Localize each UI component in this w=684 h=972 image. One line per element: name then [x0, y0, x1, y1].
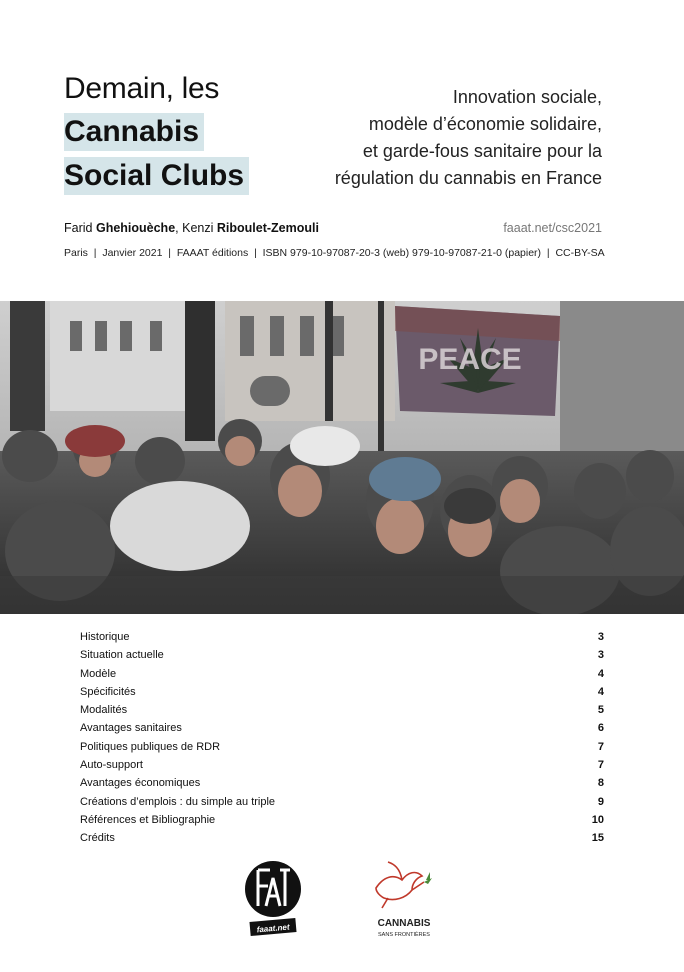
toc-label: Politiques publiques de RDR: [80, 740, 221, 753]
faaat-logo: [244, 858, 302, 938]
toc-label: Situation actuelle: [80, 649, 164, 662]
toc-page: 3: [597, 649, 604, 662]
toc-label: Avantages économiques: [80, 777, 201, 790]
csf-logo-line2: SANS FRONTIÈRES: [378, 932, 430, 938]
toc-page: 15: [591, 832, 604, 845]
subtitle-line-3: et garde-fous sanitaire pour la: [362, 141, 602, 161]
toc-row[interactable]: [80, 774, 604, 792]
toc-row[interactable]: [80, 665, 604, 683]
subtitle-line-1: Innovation sociale,: [452, 87, 602, 107]
toc-page: 9: [597, 795, 604, 808]
toc-page: 4: [597, 685, 604, 698]
toc-label: Références et Bibliographie: [80, 813, 216, 826]
toc-row[interactable]: [80, 793, 604, 811]
toc-label: Historique: [80, 631, 130, 643]
toc-page: 7: [597, 759, 604, 772]
csf-logo-line1: CANNABIS: [377, 918, 431, 929]
title-line-1: Demain, les: [64, 72, 220, 105]
author-separator: ,: [175, 221, 179, 235]
toc-page: 7: [597, 740, 604, 753]
toc-row[interactable]: [80, 628, 604, 646]
toc-row[interactable]: [80, 829, 604, 847]
publication-meta: Paris | Janvier 2021 | FAAAT éditions | ISBN 979-10-97087-20-3 (web) 979-10-97087-21-0 (papier) | CC-BY-SA: [64, 247, 605, 259]
website-url[interactable]: faaat.net/csc2021: [503, 221, 602, 235]
author2-first: Kenzi: [182, 221, 214, 235]
subtitle-line-2: modèle d’économie solidaire,: [368, 114, 602, 134]
toc-page: 8: [597, 777, 604, 790]
toc-page: 5: [597, 704, 604, 717]
toc-row[interactable]: [80, 646, 604, 664]
toc-page: 6: [597, 722, 604, 735]
cover-photo-illustration: [0, 301, 684, 614]
toc-row[interactable]: [80, 701, 604, 719]
dove-icon: [366, 858, 442, 940]
authors: [64, 221, 319, 235]
toc-label: Créations d’emplois : du simple au triple: [80, 795, 276, 808]
cover-photo: [0, 301, 684, 614]
title-line-3: Social Clubs: [64, 157, 249, 195]
author1-last: Ghehiouèche: [95, 221, 176, 235]
table-of-contents: [80, 628, 604, 848]
toc-label: Avantages sanitaires: [80, 722, 182, 735]
toc-page: 3: [597, 631, 604, 643]
faaat-logo-text: faaat.net: [256, 922, 290, 935]
toc-row[interactable]: [80, 719, 604, 737]
toc-label: Modalités: [80, 704, 128, 717]
toc-page: 4: [597, 667, 604, 680]
cannabis-sans-frontieres-logo: [366, 858, 442, 940]
flag-text: PEACE: [418, 343, 522, 376]
toc-row[interactable]: [80, 811, 604, 829]
faaat-logo-icon: [244, 858, 302, 938]
toc-label: Auto-support: [80, 759, 143, 772]
toc-label: Modèle: [80, 667, 117, 680]
subtitle: [262, 84, 602, 192]
toc-label: Spécificités: [80, 685, 136, 698]
title-line-2: Cannabis: [64, 113, 204, 151]
author2-last: Riboulet-Zemouli: [216, 221, 319, 235]
toc-label: Crédits: [80, 832, 115, 845]
toc-row[interactable]: [80, 738, 604, 756]
subtitle-line-4: régulation du cannabis en France: [334, 168, 602, 188]
toc-page: 10: [591, 813, 604, 826]
author1-first: Farid: [64, 221, 93, 235]
toc-row[interactable]: [80, 683, 604, 701]
toc-row[interactable]: [80, 756, 604, 774]
